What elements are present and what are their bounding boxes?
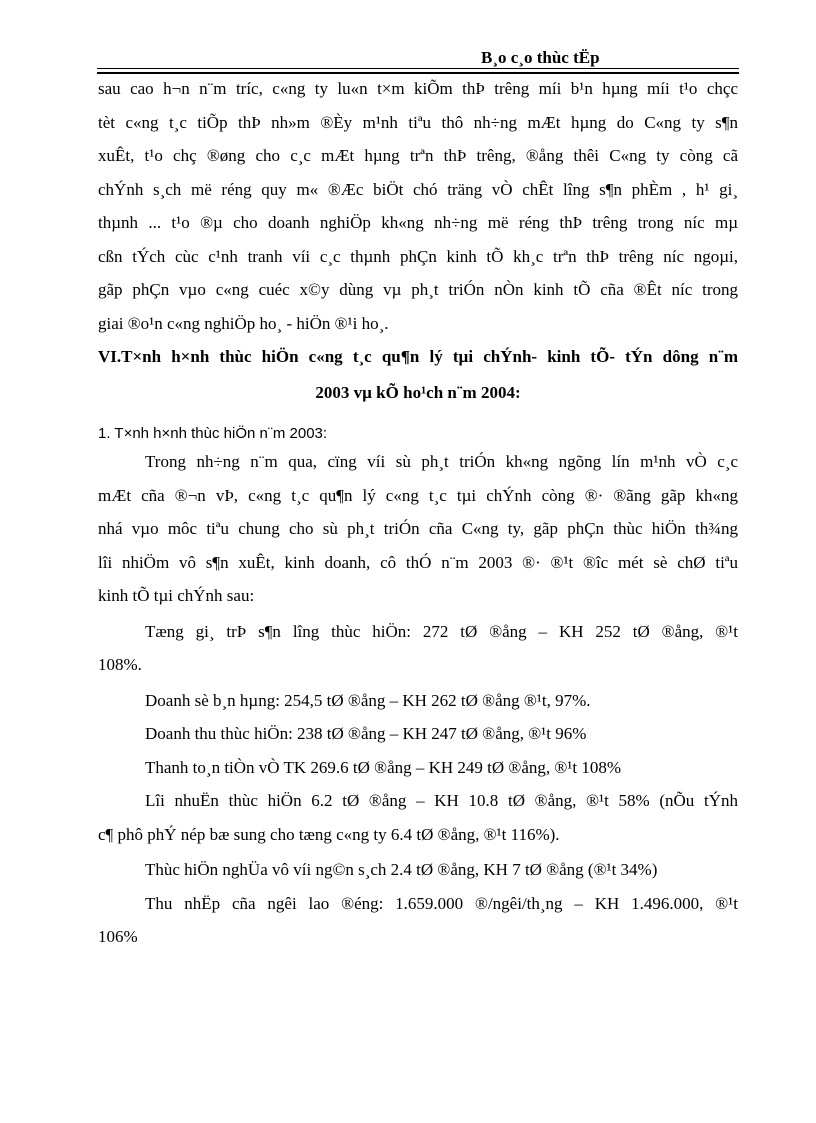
list-item: Doanh thu thùc hiÖn: 238 tØ ®ång – KH 247 tØ ®ång, ®¹t 96%	[145, 724, 587, 743]
text-line: chÝnh s¸ch më réng quy m« ®Æc biÖt chó träng vÒ chÊt lîng s¶n phÈm , h¹ gi¸	[98, 179, 738, 199]
list-item: Thùc hiÖn nghÜa vô víi ng©n s¸ch 2.4 tØ ®ång, KH 7 tØ ®ång (®¹t 34%)	[145, 860, 658, 879]
text-line: thµnh ... t¹o ®µ cho doanh nghiÖp kh«ng nh÷ng më réng thÞ trêng trong níc mµ	[98, 213, 738, 232]
text-line: giai ®o¹n c«ng nghiÖp ho¸ - hiÖn ®¹i ho¸.	[98, 313, 389, 333]
list-item: Thanh to¸n tiÒn vÒ TK 269.6 tØ ®ång – KH 249 tØ ®ång, ®¹t 108%	[145, 757, 622, 777]
text-line: c¶ phô phÝ nép bæ sung cho tæng c«ng ty 6.4 tØ ®ång, ®¹t 116%).	[98, 824, 560, 844]
subsection-paragraph	[98, 445, 738, 613]
text-line: kinh tÕ tµi chÝnh sau:	[98, 586, 255, 605]
text-line: mÆt cña ®¬n vÞ, c«ng t¸c qu¶n lý c«ng t¸c tµi chÝnh còng ®· ®ãng gãp kh«ng	[98, 485, 738, 505]
list-item	[98, 784, 738, 851]
intro-paragraph	[98, 72, 738, 340]
section-heading	[98, 340, 738, 409]
text-line: nhá vµo môc tiªu chung cho sù ph¸t triÓn cña C«ng ty, gãp phÇn thùc hiÖn th¾ng	[98, 519, 738, 538]
text-line: lîi nhiÖm vô s¶n xuÊt, kinh doanh, cô thÓ n¨m 2003 ®· ®¹t ®îc mét sè chØ tiªu	[98, 552, 738, 572]
text-line: gãp phÇn vµo c«ng cuéc x©y dùng vµ ph¸t triÓn nÒn kinh tÕ cña ®Êt níc trong	[98, 280, 738, 299]
document-body	[98, 72, 738, 954]
text-line: Thu nhËp cña ngêi lao ®éng: 1.659.000 ®/ngêi/th¸ng – KH 1.496.000, ®¹t	[145, 893, 738, 913]
text-line: tèt c«ng t¸c tiÕp thÞ nh»m ®Èy m¹nh tiªu thô nh÷ng mÆt hµng do C«ng ty s¶n	[98, 112, 738, 132]
list-item: Doanh sè b¸n hµng: 254,5 tØ ®ång – KH 262 tØ ®ång ®¹t, 97%.	[145, 690, 591, 710]
text-line: Lîi nhuËn thùc hiÖn 6.2 tØ ®ång – KH 10.8 tØ ®ång, ®¹t 58% (nÕu tÝnh	[145, 791, 738, 810]
list-item	[98, 887, 738, 954]
header-rule-thin	[97, 68, 739, 69]
text-line: Tæng gi¸ trÞ s¶n lîng thùc hiÖn: 272 tØ ®ång – KH 252 tØ ®ång, ®¹t	[145, 621, 738, 641]
section-heading-line2: 2003 vµ kÕ ho¹ch n¨m 2004:	[315, 382, 521, 402]
text-line: 108%.	[98, 655, 142, 674]
subsection-title: 1. T×nh h×nh thùc hiÖn n¨m 2003:	[98, 425, 328, 442]
text-line: 106%	[98, 927, 138, 946]
text-line: xuÊt, t¹o chç ®øng cho c¸c mÆt hµng trªn thÞ trêng, ®ång thêi C«ng ty còng cã	[98, 146, 738, 165]
section-heading-line1: VI.T×nh h×nh thùc hiÖn c«ng t¸c qu¶n lý tµi chÝnh- kinh tÕ- tÝn dông n¨m	[98, 347, 738, 366]
page-header-title: B¸o c¸o thùc tËp	[481, 48, 600, 67]
text-line: cßn tÝch cùc c¹nh tranh víi c¸c thµnh phÇn kinh tÕ kh¸c trªn thÞ trêng níc ngoµi,	[98, 246, 738, 266]
text-line: Trong nh÷ng n¨m qua, cïng víi sù ph¸t triÓn kh«ng ngõng lín m¹nh vÒ c¸c	[145, 452, 738, 471]
text-line: sau cao h¬n n¨m tríc, c«ng ty lu«n t×m kiÕm thÞ trêng míi b¹n hµng míi t¹o chçc	[98, 79, 738, 98]
list-item	[98, 615, 738, 682]
